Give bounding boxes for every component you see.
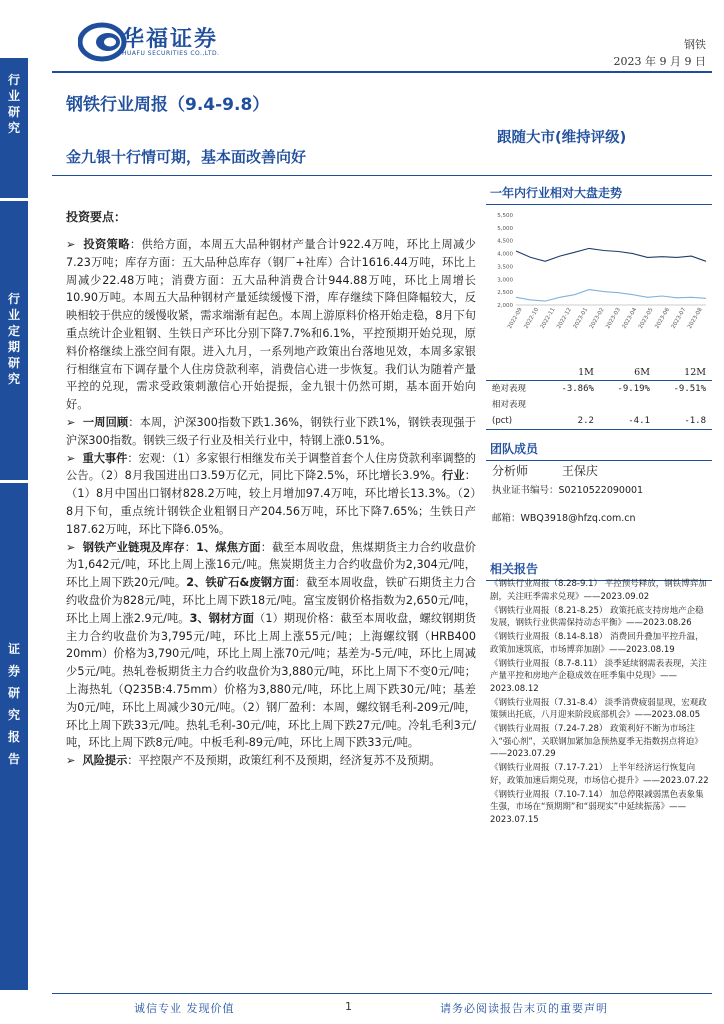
y-tick-label: 2,000 xyxy=(497,303,513,309)
x-tick-label: 2023-07 xyxy=(670,307,688,330)
cell: -9.19% xyxy=(617,384,650,394)
analyst-role: 分析师 xyxy=(492,464,529,478)
cell xyxy=(600,397,656,413)
related-report-link[interactable]: 《钢铁行业周报（7.17-7.21） 上半年经济运行恢复向好，政策加速后期兑现，市场信心提升》——2023.07.22 xyxy=(490,763,709,786)
related-report-link[interactable]: 《钢铁行业周报（8.28-9.1） 平控预号释放，钢铁博弈加剧，关注旺季需求兑现》——2023.09.02 xyxy=(490,579,707,602)
x-tick-label: 2022-12 xyxy=(556,307,573,330)
sidebar-label: 证券研究报告 xyxy=(7,642,20,766)
y-tick-label: 5,000 xyxy=(497,225,513,232)
chart-svg xyxy=(486,205,712,361)
paragraph-text: ： xyxy=(184,540,197,554)
left-sidebar xyxy=(0,58,28,990)
main-body xyxy=(66,236,476,770)
x-tick-label: 2022-10 xyxy=(523,307,541,330)
paragraph-sublabel: 1、煤焦方面 xyxy=(196,540,261,554)
cell: -4.1 xyxy=(600,413,656,430)
related-report-link[interactable]: 《钢铁行业周报（7.10-7.14） 加总停限减弱黑色表象集生强，市场在“预期期”和“弱现实”中延续振荡》——2023.07.15 xyxy=(490,789,704,825)
related-report-link[interactable]: 《钢铁行业周报（8.21-8.25） 政策托底支持房地产企稳发展，钢铁行业供需保持动态平衡》——2023.08.26 xyxy=(490,605,704,628)
series-line-index xyxy=(516,248,706,261)
x-tick-label: 2023-02 xyxy=(588,307,606,330)
x-tick-label: 2023-04 xyxy=(621,307,639,330)
report-title: 钢铁行业周报（9.4-9.8） xyxy=(66,95,270,115)
paragraph-label: 投资策略 xyxy=(83,238,130,251)
relative-performance-chart xyxy=(486,205,712,361)
cell: -3.86% xyxy=(561,384,594,394)
paragraph-text: ：供给方面，本周五大品种钢材产量合计922.4万吨，环比上周减少7.23万吨；库存方面：五大品种总库存（钢厂+社库）合计1616.44万吨，环比上周减少22.48万吨；消费方面：五大品种消费合计944.88万吨，环比上周增长10.90万吨。本周五大品种钢材产量延续缓慢下滑，库存继续下降但降幅较大，反映相较于供应的缓慢收紧，需求端渐有起色。本周上游原料价格开始走稳，8月下旬重点统计企业粗钢、生铁日产环比分别下降7.7%和6.1%，平控预期开始兑现，原料价格继续上涨空间有限。进入九月，一系列地产政策出台落地见效，本周多家银行相继宣布下调存量个人住房贷款利率，消费信心进一步恢复。我们认为随着产量平控的兑现，需求受政策刺激信心开始提振，金九银十仍然可期，基本面开始向好。 xyxy=(66,238,476,412)
related-heading: 相关报告 xyxy=(486,560,712,581)
y-tick-label: 2,500 xyxy=(497,290,513,297)
table-row xyxy=(486,413,712,430)
title-divider xyxy=(52,175,712,176)
related-reports-list xyxy=(490,578,712,828)
related-report-link[interactable]: 《钢铁行业周报（8.7-8.11） 淡季延续钢需表表现，关注产量平控和房地产企稳成效在旺季集中兑现》——2023.08.12 xyxy=(490,658,707,694)
y-tick-label: 5,500 xyxy=(497,213,513,219)
related-report-link[interactable]: 《钢铁行业周报（8.14-8.18） 消费回升叠加平控升温，政策加速筑底，市场博弈加剧》——2023.08.19 xyxy=(490,632,704,655)
paragraph-events: ➢ 重大事件：宏观：（1）多家银行相继发布关于调整首套个人住房贷款利率调整的公告。（2）8月我国进出口3.59万亿元，同比下降2.5%，环比增长3.9%。行业：（1）8月中国出口钢材828.2万吨，较上月增加97.4万吨，环比增长13.3%。（2）8月下旬，重点统计钢铁企业粗钢日产204.56万吨，环比下降7.65%；生铁日产187.62万吨，环比下降6.05%。 xyxy=(66,451,476,536)
sidebar-label: 行业定期研究 xyxy=(7,292,20,386)
paragraph-text: ：截至本周收盘，铁矿石期货主力合约收盘价为828元/吨，环比上周下跌18元/吨。富宝废钢价格指数为2,650元/吨，环比上周上涨2.9元/吨。 xyxy=(66,576,476,625)
company-name: 华福证券 xyxy=(122,26,219,52)
x-tick-label: 2022-11 xyxy=(539,307,557,330)
paragraph-label: 重大事件 xyxy=(82,451,128,465)
rating: 跟随大市(维持评级) xyxy=(497,130,627,146)
page-number: 1 xyxy=(345,1000,352,1013)
table-row xyxy=(486,397,712,413)
header-date: 2023 年 9 月 9 日 xyxy=(613,55,706,68)
report-subtitle: 金九银十行情可期，基本面改善向好 xyxy=(66,148,307,166)
paragraph-label: 风险提示 xyxy=(82,754,128,768)
paragraph-text: ：宏观：（1）多家银行相继发布关于调整首套个人住房贷款利率调整的公告。（2）8月我国进出口3.59万亿元，同比下降2.5%，环比增长3.9%。 xyxy=(66,451,476,483)
analyst-cert: 执业证书编号：S0210522090001 xyxy=(492,485,644,496)
cell: 2.2 xyxy=(544,413,600,430)
related-report-link[interactable]: 《钢铁行业周报（7.24-7.28） 政策利好不断为市场注入“强心剂”，关联钢加紧加急预热夏季无指数拐点将迫》——2023.07.29 xyxy=(490,724,703,759)
paragraph-text: ：（1）8月中国出口钢材828.2万吨，较上月增加97.4万吨，环比增长13.3%。（2）8月下旬，重点统计钢铁企业粗钢日产204.56万吨，环比下降7.65%；生铁日产187.62万吨，环比下降6.05%。 xyxy=(66,469,476,536)
cell: -1.8 xyxy=(656,413,712,430)
paragraph-text: ：平控限产不及预期，政策红利不及预期，经济复苏不及预期。 xyxy=(127,754,441,768)
sidebar-section-periodic xyxy=(0,201,28,480)
x-tick-label: 2023-08 xyxy=(687,307,704,330)
paragraph-text: （1）期现价格：截至本周收盘，螺纹钢期货主力合约收盘价为3,795元/吨，环比上周上涨55元/吨；上海螺纹钢（HRB400 20mm）价格为3,790元/吨，环比上周上涨70元/吨；基差为-5元/吨，环比上周减少5元/吨。热轧卷板期货主力合约收盘价为3,880元/吨，环比上周下不变0元/吨；上海热轧（Q235B:4.75mm）价格为3,880元/吨，环比上周下跌30元/吨；基差为0元/吨，环比上周减少30元/吨。（2）钢厂盈利：本周，螺纹钢毛利-209元/吨，环比上周下跌33元/吨。热轧毛利-30元/吨，环比上周下跌27元/吨。冷轧毛利3元/吨，环比上周下跌8元/吨。中板毛利-89元/吨，环比上周下跌33元/吨。 xyxy=(66,611,476,750)
y-tick-label: 3,500 xyxy=(497,264,513,271)
series-line-industry xyxy=(516,290,706,302)
y-tick-label: 4,500 xyxy=(497,238,513,245)
x-tick-label: 2023-01 xyxy=(572,307,590,330)
analyst-row xyxy=(492,462,628,479)
investment-highlights-heading: 投资要点： xyxy=(66,210,127,224)
cell xyxy=(544,397,600,413)
header-divider xyxy=(52,71,712,73)
paragraph-sublabel: 3、钢材方面 xyxy=(189,611,255,625)
y-tick-label: 3,000 xyxy=(497,277,513,284)
row-label: (pct) xyxy=(486,413,544,430)
footer-disclaimer: 请务必阅读报告末页的重要声明 xyxy=(440,1002,608,1015)
sidebar-section-securities-report xyxy=(0,483,28,990)
x-tick-label: 2022-09 xyxy=(507,307,524,330)
sidebar-section-industry-research xyxy=(0,58,28,198)
company-name-en: HUAFU SECURITIES CO.,LTD. xyxy=(122,50,220,57)
col-header: 6M xyxy=(600,365,656,381)
chart-heading: 一年内行业相对大盘走势 xyxy=(486,178,712,205)
footer-divider xyxy=(52,993,712,994)
paragraph-label: 一周回顾 xyxy=(82,415,129,429)
sidebar-label: 行业研究 xyxy=(7,73,20,135)
paragraph-risk: ➢ 风险提示：平控限产不及预期，政策红利不及预期，经济复苏不及预期。 xyxy=(66,754,441,768)
x-tick-label: 2023-03 xyxy=(605,307,622,330)
col-header: 1M xyxy=(544,365,600,381)
row-label: 相对表现 xyxy=(492,400,527,410)
analyst-email[interactable]: 邮箱：WBQ3918@hfzq.com.cn xyxy=(492,513,636,524)
y-tick-label: 4,000 xyxy=(497,251,513,258)
paragraph-review: ➢ 一周回顾：本周，沪深300指数下跌1.36%，钢铁行业下跌1%，钢铁表现强于沪深300指数。钢铁三级子行业及相关行业中，特钢上涨0.51%。 xyxy=(66,415,476,447)
header-industry: 钢铁 xyxy=(684,38,706,51)
x-tick-label: 2023-05 xyxy=(637,307,655,330)
footer-slogan: 诚信专业 发现价值 xyxy=(134,1002,235,1015)
x-tick-label: 2023-06 xyxy=(654,307,672,330)
related-report-link[interactable]: 《钢铁行业周报（7.31-8.4） 淡季消费疲弱显现，宏观政策频出托底，八月迎来阶段底部机会》——2023.08.05 xyxy=(490,697,707,720)
col-header: 12M xyxy=(656,365,712,381)
right-column xyxy=(486,178,712,430)
table-row xyxy=(486,381,712,398)
performance-table-header xyxy=(486,365,712,381)
analyst-name: 王保庆 xyxy=(561,464,598,478)
paragraph-label: 行业 xyxy=(442,469,465,483)
paragraph-chain: ➢ 钢铁产业链現及库存：1、煤焦方面：截至本周收盘，焦煤期货主力合约收盘价为1,642元/吨，环比上周上涨16元/吨。焦炭期货主力合约收盘价为2,304元/吨，环比上周下跌20元/吨。2、铁矿石&废钢方面：截至本周收盘，铁矿石期货主力合约收盘价为828元/吨，环比上周下跌18元/吨。富宝废钢价格指数为2,650元/吨，环比上周上涨2.9元/吨。3、钢材方面（1）期现价格：截至本周收盘，螺纹钢期货主力合约收盘价为3,795元/吨，环比上周上涨55元/吨；上海螺纹钢（HRB400 20mm）价格为3,790元/吨，环比上周上涨70元/吨；基差为-5元/吨，环比上周减少5元/吨。热轧卷板期货主力合约收盘价为3,880元/吨，环比上周下不变0元/吨；上海热轧（Q235B:4.75mm）价格为3,880元/吨，环比上周下跌30元/吨；基差为0元/吨，环比上周减少30元/吨。（2）钢厂盈利：本周，螺纹钢毛利-209元/吨，环比上周下跌33元/吨。热轧毛利-30元/吨，环比上周下跌27元/吨。冷轧毛利3元/吨，环比上周下跌8元/吨。中板毛利-89元/吨，环比上周下跌33元/吨。 xyxy=(66,540,476,750)
performance-table xyxy=(486,365,712,430)
paragraph-strategy: ➢ 投资策略：供给方面，本周五大品种钢材产量合计922.4万吨，环比上周减少7.23万吨；库存方面：五大品种总库存（钢厂+社库）合计1616.44万吨，环比上周减少22.48万吨；消费方面：五大品种消费合计944.88万吨，环比上周增长10.90万吨。本周五大品种钢材产量延续缓慢下滑，库存继续下降但降幅较大，反映相较于供应的缓慢收紧，需求端渐有起色。本周上游原料价格开始走稳，8月下旬重点统计企业粗钢、生铁日产环比分别下降7.7%和6.1%，平控预期开始兑现，原料价格继续上涨空间有限。进入九月，一系列地产政策出台落地见效，本周多家银行相继宣布下调存量个人住房贷款利率，消费信心进一步恢复。我们认为随着产量平控的兑现，需求受政策刺激信心开始提振，金九银十仍然可期，基本面开始向好。 xyxy=(66,238,476,412)
table-corner xyxy=(486,365,544,381)
team-heading: 团队成员 xyxy=(486,440,712,461)
cell xyxy=(656,397,712,413)
row-label: 绝对表现 xyxy=(492,384,527,394)
cell: -9.51% xyxy=(673,384,706,394)
paragraph-text: ：截至本周收盘，焦煤期货主力合约收盘价为1,642元/吨，环比上周上涨16元/吨。焦炭期货主力合约收盘价为2,304元/吨，环比上周下跌20元/吨。 xyxy=(66,540,476,590)
paragraph-label: 钢铁产业链現及库存 xyxy=(82,540,185,554)
paragraph-text: ：本周，沪深300指数下跌1.36%，钢铁行业下跌1%，钢铁表现强于沪深300指数。钢铁三级子行业及相关行业中，特钢上涨0.51%。 xyxy=(66,415,476,447)
paragraph-sublabel: 2、铁矿石&废钢方面 xyxy=(186,576,295,590)
